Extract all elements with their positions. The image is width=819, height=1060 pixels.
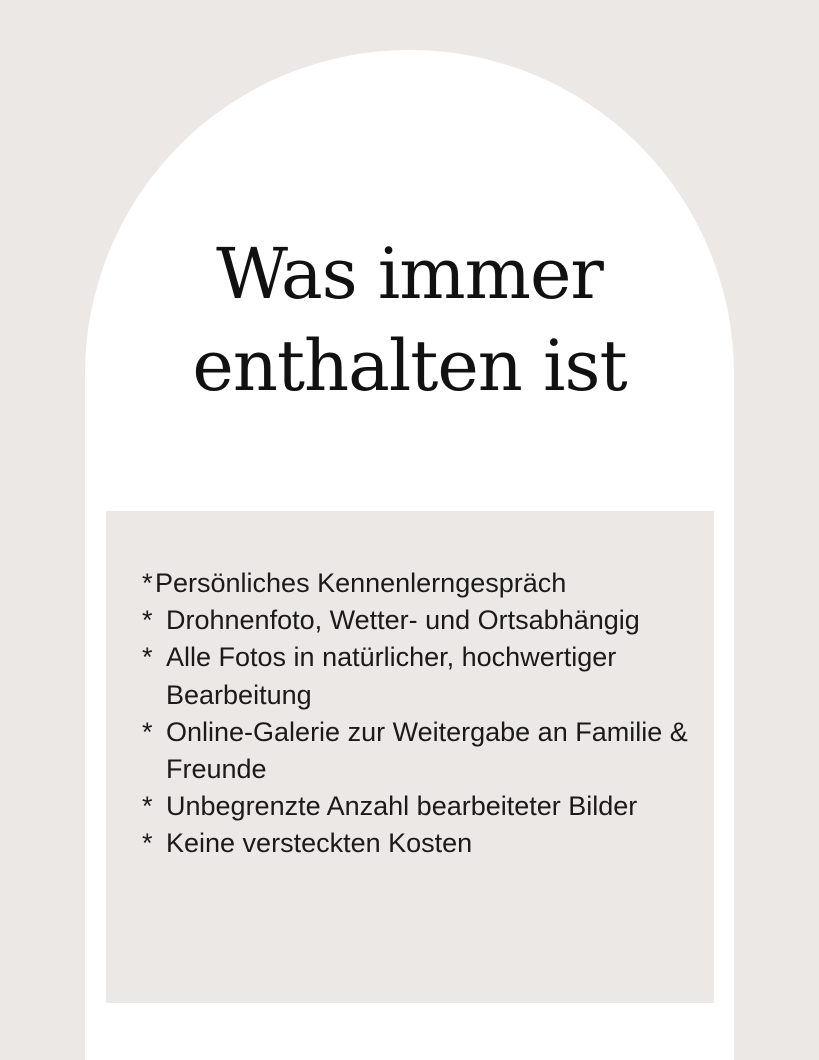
headline-line-2: enthalten ist — [192, 325, 627, 407]
features-panel — [106, 511, 714, 1003]
feature-text: Online-Galerie zur Weitergabe an Familie & Freunde — [166, 716, 688, 785]
feature-asterisk: * — [142, 828, 153, 859]
headline — [85, 228, 734, 412]
feature-text: Persönliches Kennenlerngespräch — [155, 568, 567, 598]
features-list — [142, 565, 702, 863]
feature-item-keine-kosten — [142, 825, 702, 862]
feature-item-drohnenfoto — [142, 602, 702, 639]
feature-item-bearbeitung — [142, 639, 702, 713]
feature-item-unbegrenzte-bilder — [142, 788, 702, 825]
feature-asterisk: * — [142, 791, 153, 822]
feature-asterisk: * — [142, 716, 153, 747]
feature-asterisk: * — [142, 605, 153, 636]
feature-text: Keine versteckten Kosten — [166, 828, 473, 859]
feature-asterisk: * — [142, 568, 153, 598]
feature-text: Drohnenfoto, Wetter- und Ortsabhängig — [166, 605, 640, 636]
feature-item-kennenlerngespraech — [142, 565, 702, 602]
feature-item-online-galerie — [142, 714, 702, 788]
feature-asterisk: * — [142, 642, 153, 673]
feature-text: Unbegrenzte Anzahl bearbeiteter Bilder — [166, 791, 638, 822]
headline-line-1: Was immer — [216, 233, 603, 315]
feature-text: Alle Fotos in natürlicher, hochwertiger Bearbeitung — [166, 642, 617, 710]
